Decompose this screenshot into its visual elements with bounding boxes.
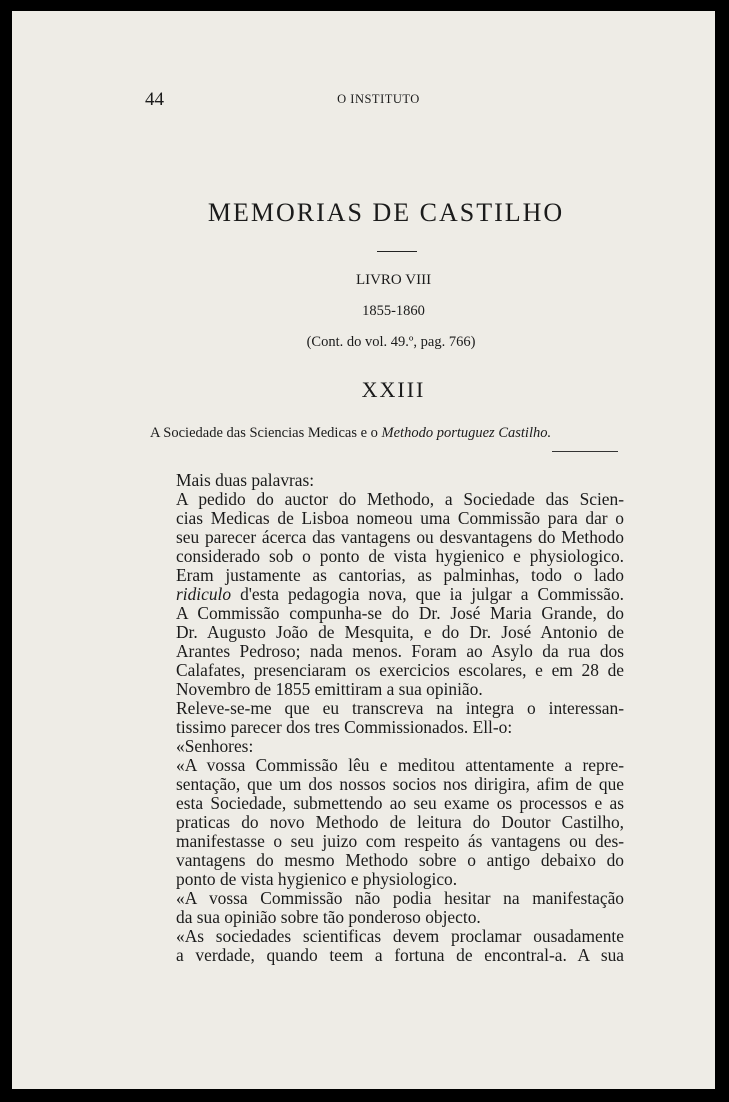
- text-line: Novembro de 1855 emittiram a sua opinião.: [176, 679, 483, 699]
- text-line: Dr. Augusto João de Mesquita, e do Dr. José Antonio de: [176, 622, 624, 642]
- text-line: manifestasse o seu juizo com respeito ás vantagens ou des-: [176, 831, 624, 851]
- text-line: «A vossa Commissão lêu e meditou attentamente a repre-: [176, 755, 624, 775]
- paragraph: [152, 927, 624, 965]
- journal-title: O INSTITUTO: [337, 92, 420, 106]
- text-line: «As sociedades scientificas devem proclamar ousadamente: [176, 926, 624, 946]
- article-title: MEMORIAS DE CASTILHO: [207, 198, 565, 227]
- text-line: a verdade, quando teem a fortuna de encontral-a. A sua: [176, 945, 624, 965]
- book-number: LIVRO VIII: [355, 272, 432, 288]
- paragraph: Mais duas palavras:: [176, 470, 315, 490]
- chapter-subtitle: [150, 425, 622, 442]
- text-line: tissimo parecer dos tres Commissionados. Ell-o:: [176, 717, 513, 737]
- text-line: Releve-se-me que eu transcreva na integra o interessan-: [176, 698, 624, 718]
- title-rule: [377, 251, 417, 252]
- running-head: [12, 89, 715, 113]
- subtitle-prefix: A Sociedade das Sciencias Medicas e o: [150, 425, 382, 441]
- text-line: Arantes Pedroso; nada menos. Foram ao Asylo da rua dos: [176, 641, 624, 661]
- paragraph: [152, 699, 624, 737]
- text-line: «A vossa Commissão não podia hesitar na manifestação: [176, 888, 624, 908]
- text-line: Eram justamente as cantorias, as palminhas, todo o lado: [176, 565, 624, 585]
- continuation-note: (Cont. do vol. 49.º, pag. 766): [306, 334, 476, 350]
- text-line: ponto de vista hygienico e physiologico.: [176, 869, 458, 889]
- text-line: considerado sob o ponto de vista hygienico e physiologico.: [176, 546, 624, 566]
- year-range: 1855-1860: [362, 303, 425, 319]
- subtitle-rule: [552, 451, 618, 452]
- paragraph: [152, 490, 624, 604]
- text-line: esta Sociedade, submettendo ao seu exame os processos e as: [176, 793, 624, 813]
- paragraph: [152, 889, 624, 927]
- text-line: sentação, que um dos nossos socios nos dirigira, afim de que: [176, 774, 624, 794]
- text-line: vantagens do mesmo Methodo sobre o antigo debaixo do: [176, 850, 624, 870]
- text-line: A Commissão compunha-se do Dr. José Maria Grande, do: [176, 603, 624, 623]
- text-line: [152, 585, 624, 604]
- page-number: 44: [145, 89, 164, 110]
- text-line: seu parecer ácerca das vantagens ou desvantagens do Methodo: [176, 527, 624, 547]
- paragraph: [152, 604, 624, 699]
- text-line: praticas do novo Methodo de leitura do Doutor Castilho,: [176, 812, 624, 832]
- paragraph: «Senhores:: [176, 736, 254, 756]
- book-page: [12, 11, 715, 1089]
- paragraph: [152, 756, 624, 889]
- subtitle-italic: Methodo portuguez Castilho.: [381, 425, 552, 441]
- text-line: da sua opinião sobre tão ponderoso objecto.: [176, 907, 481, 927]
- text-fragment: d'esta pedagogia nova, que ia julgar a Commissão.: [231, 584, 624, 604]
- text-line: A pedido do auctor do Methodo, a Sociedade das Scien-: [176, 489, 624, 509]
- chapter-number: XXIII: [361, 377, 426, 402]
- text-line: cias Medicas de Lisboa nomeou uma Commissão para dar o: [176, 508, 624, 528]
- italic-word: ridiculo: [176, 584, 232, 604]
- body-text: [152, 471, 624, 965]
- text-line: Calafates, presenciaram os exercicios escolares, e em 28 de: [176, 660, 624, 680]
